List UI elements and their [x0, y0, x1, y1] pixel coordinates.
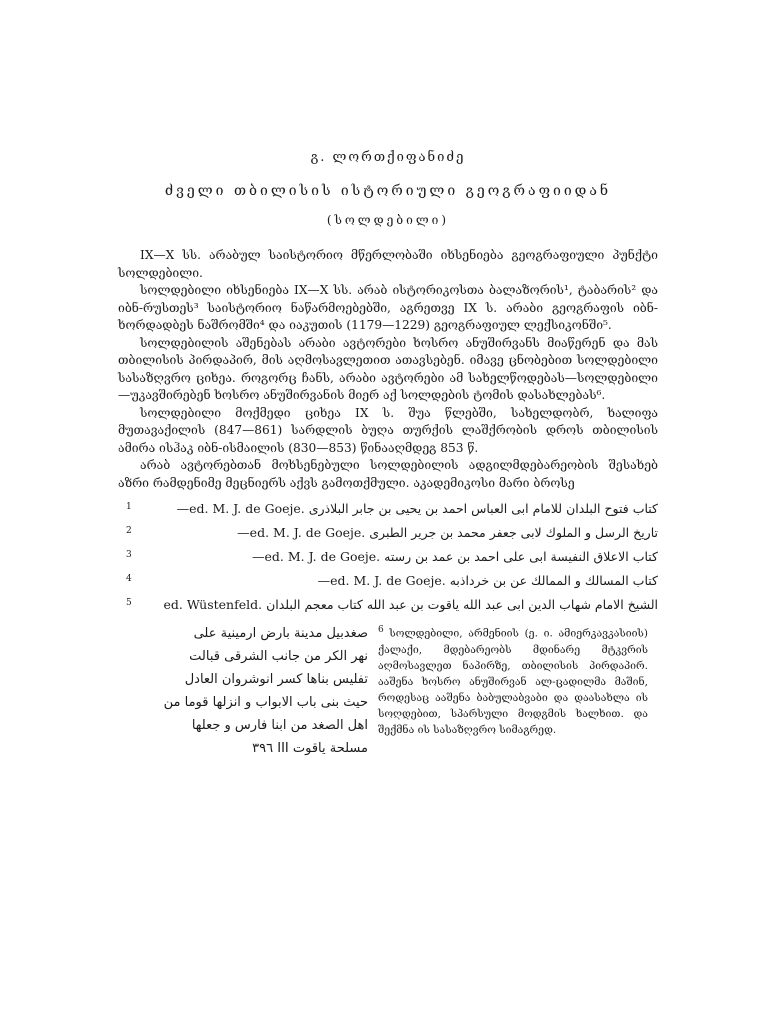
footnote-number: 6 — [378, 625, 384, 635]
footnote-6-translation: სოლდებილი, არმენიის (ე. ი. ამიერკავკასიის) ქალაქი, მდებარეობს მდინარე მტკვრის აღმოსავლეთ ნაპირზე, თბილისის პირდაპირ. ააშენა ხოსრო ანუშირვან ალ-ცადილმა მაშინ, როდესაც ააშენა ბაბულაბვაბი და დაასახლა ის სოღდებით, სპარსული მოდგმის ხალხით. და შექმნა ის სასაზღვრო სიმაგრედ. — [378, 627, 648, 736]
arabic-line: نهر الكر من جانب الشرقى قبالت — [189, 649, 368, 664]
footnote-edition: —ed. M. J. de Goeje. — [176, 501, 305, 516]
footnote-edition: —ed. M. J. de Goeje. — [237, 525, 366, 540]
arabic-line: صغدبيل مدينة بارض ارمينية على — [193, 626, 368, 641]
footnote-edition: —ed. M. J. de Goeje. — [252, 549, 381, 564]
paragraph: IX—X სს. არაბულ საისტორიო მწერლობაში იხსენიება გეოგრაფიული პუნქტი სოლდებილი. — [118, 248, 658, 280]
author-name: გ. ლორთქიფანიძე — [310, 150, 466, 165]
footnote-arabic: كتاب فتوح البلدان للامام ابى العباس احمد بن يحيى بن جابر البلاذرى — [308, 501, 658, 516]
footnote — [118, 524, 658, 542]
arabic-line: تفليس بناها كسر انوشروان العادل — [184, 672, 368, 687]
footnote-number: 4 — [126, 574, 132, 584]
arabic-line: اهل الصغد من ابنا فارس و جعلها — [191, 718, 368, 733]
article-subtitle: (სოლდებილი) — [326, 213, 450, 227]
footnote-edition: —ed. M. J. de Goeje. — [317, 573, 446, 588]
footnote — [118, 572, 658, 590]
footnote — [118, 500, 658, 518]
paragraph: სოლდებილი მოქმედი ციხეა IX ს. შუა წლებში, სახელდობრ, ხალიფა მუთავაქილის (847—861) სარდლის ბუღა თურქის ლაშქრობის დროს თბილისის ამირა ისჰაკ იბნ-ისმაილის (830—853) წინააღმდეგ 853 წ. — [118, 405, 658, 455]
body-text — [118, 247, 658, 492]
paragraph: არაბ ავტორებთან მოხსენებული სოლდებილის ადგილმდებარეობის შესახებ აზრი რამდენიმე მეცნიერს აქვს გამოთქმული. აკადემიკოსი მარი ბროსე — [118, 458, 658, 490]
footnote-number: 2 — [126, 526, 132, 536]
footnote-number: 1 — [126, 502, 132, 512]
footnote — [118, 596, 658, 614]
footnote-arabic: كتاب المسالك و الممالك عن بن خرداذبه — [449, 573, 658, 588]
arabic-line: حيث بنى باب الابواب و انزلها قوما من — [163, 695, 368, 710]
article-title: ძველი თბილისის ისტორიული გეოგრაფიიდან — [164, 183, 612, 199]
footnote-arabic: الشيخ الامام شهاب الدين ابى عبد الله ياقوت بن عبد الله كتاب معجم البلدان — [266, 597, 658, 612]
footnote-6 — [118, 622, 658, 760]
footnote-number: 3 — [126, 550, 132, 560]
footnotes — [118, 500, 658, 760]
arabic-line: مسلحة ياقوت III ٣٩٦ — [252, 741, 368, 756]
footnote-number: 5 — [126, 598, 132, 608]
footnote-6-arabic — [118, 622, 368, 760]
footnote-edition: ed. Wüstenfeld. — [163, 597, 263, 612]
paragraph: სოლდებილის აშენებას არაბი ავტორები ხოსრო ანუშირვანს მიაწერენ და მას თბილისის პირდაპირ, მის აღმოსავლეთით ათავსებენ. იმავე ცნობებით სოლდებილი სასაზღვრო ციხეა. როგორც ჩანს, არაბი ავტორები ამ სახელწოდებას—სოლდებილი—უკავშირებენ ხოსრო ანუშირვანის მიერ აქ სოლდების ტომის დასახლებას⁶. — [118, 335, 658, 402]
document-page — [118, 150, 658, 760]
paragraph: სოლდებილი იხსენიება IX—X სს. არაბ ისტორიკოსთა ბალაზორის¹, ტაბარის² და იბნ-რუსთეს³ საისტორიო ნაწარმოებებში, აგრეთვე IX ს. არაბი გეოგრაფის იბნ-ხორდადბეს ნაშრომში⁴ და იაკუთის (1179—1229) გეოგრაფიულ ლექსიკონში⁵. — [118, 283, 658, 332]
footnote-separator — [118, 492, 658, 500]
footnote-arabic: تاريخ الرسل و الملوك لابى جعفر محمد بن جرير الطبرى — [369, 525, 658, 540]
footnote-arabic: كتاب الاعلاق النفيسة ابى على احمد بن عمد بن رسته — [384, 549, 658, 564]
footnote — [118, 548, 658, 566]
